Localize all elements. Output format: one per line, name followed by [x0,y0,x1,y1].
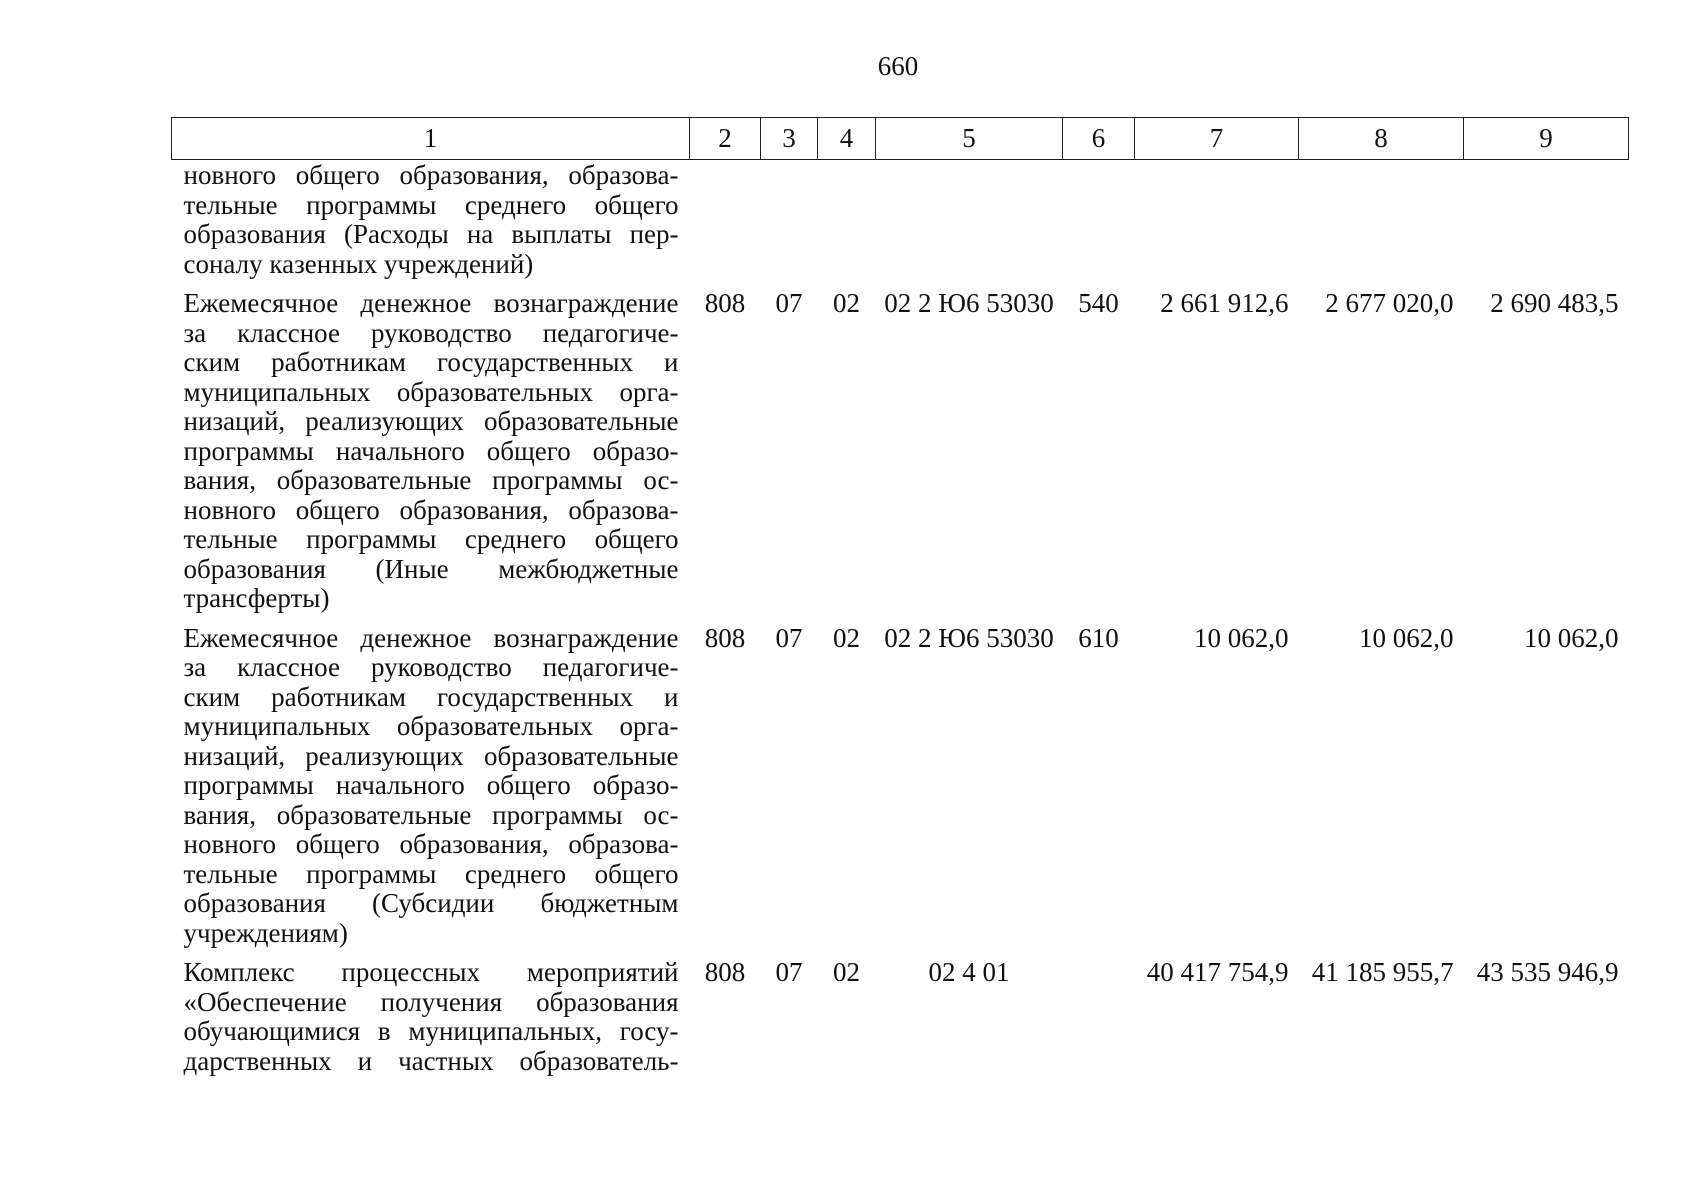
cell-col-5: 02 4 01 [928,957,1010,987]
cell-col-7: 40 417 754,9 [1146,957,1289,987]
table-row [172,160,1629,290]
description-line: Ежемесячное денежное вознаграждение [183,288,679,318]
cell-col-5 [876,160,1063,290]
description-line: тельные программы среднего общего [183,189,679,220]
description-line: муниципальных образовательных орга- [183,711,679,741]
cell-col-3: 07 [775,288,803,318]
description-line: образования (Субсидии бюджетным [183,888,679,918]
cell-col-9: 43 535 946,9 [1476,957,1619,987]
cell-col-6 [1063,160,1135,290]
description-line: ским работникам государственных и [183,681,679,712]
cell-col-2: 808 [704,622,746,653]
description-line: низаций, реализующих образовательные [183,740,679,771]
column-header-3: 3 [761,118,818,160]
cell-col-3 [761,160,818,290]
description-line: новного общего образования, образова- [183,160,679,190]
cell-col-9: 10 062,0 [1524,622,1619,653]
cell-col-6: 610 [1078,622,1119,653]
description-line: образования (Иные межбюджетные [183,553,679,584]
cell-col-6: 540 [1078,288,1119,318]
page-number: 660 [877,51,919,81]
cell-col-5: 02 2 Ю6 53030 [884,288,1054,318]
description-line: образования (Расходы на выплаты пер- [183,219,679,249]
cell-col-3: 07 [775,622,803,653]
header-row [172,118,1629,160]
description-line: вания, образовательные программы ос- [183,799,679,830]
cell-col-4: 02 [833,622,860,653]
row-description [172,958,690,1076]
description-line: программы начального общего образо- [183,435,679,466]
description-line: за классное руководство педагогиче- [183,652,679,682]
cell-col-4: 02 [833,957,860,987]
column-header-1: 1 [172,118,690,160]
cell-col-7: 2 661 912,6 [1160,288,1289,318]
cell-col-7: 10 062,0 [1194,622,1289,653]
row-description [172,160,690,290]
cell-col-8 [1299,160,1464,290]
description-line: соналу казенных учреждений) [183,248,534,279]
cell-col-4 [818,160,876,290]
budget-table [171,117,1629,1076]
column-header-9: 9 [1464,118,1629,160]
cell-col-2 [690,160,761,290]
description-line: вания, образовательные программы ос- [183,465,679,495]
column-header-4: 4 [818,118,876,160]
description-line: тельные программы среднего общего [183,858,679,889]
cell-col-8: 2 677 020,0 [1325,288,1454,318]
description-line: муниципальных образовательных орга- [183,376,679,407]
description-line: новного общего образования, образова- [183,829,679,859]
description-line: Ежемесячное денежное вознаграждение [183,622,679,653]
column-header-6: 6 [1063,118,1135,160]
description-line: трансферты) [183,583,330,613]
cell-col-4: 02 [833,288,860,318]
cell-col-9: 2 690 483,5 [1490,288,1619,318]
description-line: низаций, реализующих образовательные [183,406,679,436]
description-line: учреждениям) [183,917,348,948]
cell-col-8: 41 185 955,7 [1311,957,1454,987]
cell-col-6 [1063,958,1135,1076]
row-description [172,289,690,624]
cell-col-7 [1135,160,1299,290]
cell-col-9 [1464,160,1629,290]
description-line: «Обеспечение получения образования [183,986,679,1017]
description-line: программы начального общего образо- [183,770,679,800]
description-line: новного общего образования, образова- [183,494,679,525]
description-line: за классное руководство педагогиче- [183,317,679,348]
description-line: тельные программы среднего общего [183,524,679,554]
cell-col-5: 02 2 Ю6 53030 [884,622,1054,653]
description-line: дарственных и частных образователь- [183,1045,679,1076]
column-header-5: 5 [876,118,1063,160]
cell-col-2: 808 [704,957,746,987]
cell-col-8: 10 062,0 [1359,622,1454,653]
row-description [172,624,690,959]
cell-col-2: 808 [704,288,746,318]
table-row [172,289,1629,624]
description-line: обучающимися в муниципальных, госу- [183,1016,679,1046]
table-row [172,958,1629,1076]
table-row [172,624,1629,959]
description-line: ским работникам государственных и [183,347,679,377]
column-header-2: 2 [690,118,761,160]
column-header-8: 8 [1299,118,1464,160]
column-header-7: 7 [1135,118,1299,160]
cell-col-3: 07 [775,957,803,987]
description-line: Комплекс процессных мероприятий [183,957,679,987]
